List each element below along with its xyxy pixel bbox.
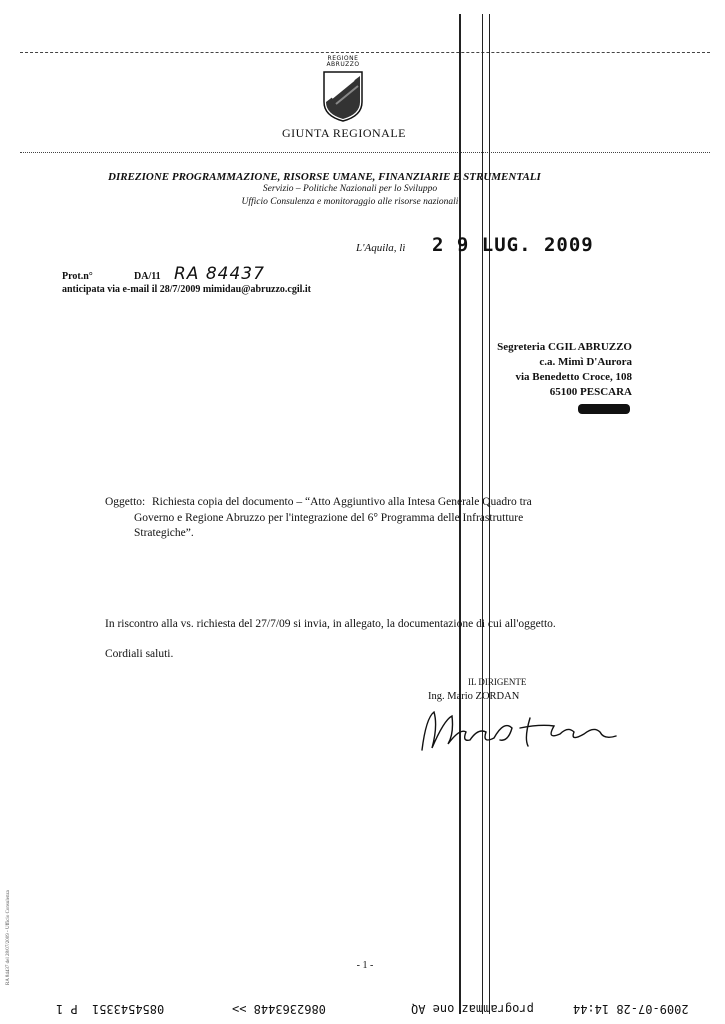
signature-title: IL DIRIGENTE bbox=[468, 677, 527, 687]
closing: Cordiali saluti. bbox=[105, 648, 174, 660]
fax-to-number: 0854543351 bbox=[92, 1002, 165, 1016]
protocol-email-line: anticipata via e-mail il 28/7/2009 mimidau@abruzzo.cgil.it bbox=[62, 284, 312, 295]
scan-dash-line bbox=[20, 52, 710, 53]
subject-line: Strategiche”. bbox=[134, 527, 194, 539]
crest-shield-icon bbox=[318, 68, 368, 122]
date-stamp: 2 9 LUG. 2009 bbox=[432, 234, 594, 256]
subject-line: Richiesta copia del documento – “Atto Aggiuntivo alla Intesa Generale Quadro tra bbox=[152, 496, 532, 508]
side-margin-text: RA 84437 del 28/07/2009 - Ufficio Consulenza bbox=[6, 890, 11, 985]
recipient-line: Segreteria CGIL ABRUZZO bbox=[497, 341, 632, 353]
fax-program: programmaz one AQ bbox=[411, 1002, 534, 1016]
page-number: - 1 - bbox=[356, 960, 374, 971]
protocol-handwritten-number: RA 84437 bbox=[174, 264, 265, 284]
recipient-line: c.a. Mimì D'Aurora bbox=[539, 356, 632, 368]
protocol-label: Prot.n° bbox=[62, 271, 93, 282]
recipient-block bbox=[420, 340, 632, 400]
giunta-regionale: GIUNTA REGIONALE bbox=[281, 126, 407, 140]
region-crest bbox=[318, 56, 368, 122]
subject-line: Governo e Regione Abruzzo per l'integrazione del 6° Programma delle Infrastrutture bbox=[134, 512, 524, 524]
crest-label: REGIONE ABRUZZO bbox=[326, 55, 360, 68]
fax-page: P 1 bbox=[56, 1002, 78, 1016]
handwritten-signature bbox=[404, 698, 624, 758]
redaction-mark bbox=[578, 404, 630, 414]
ufficio-title: Ufficio Consulenza e monitoraggio alle risorse nazionali bbox=[241, 197, 459, 207]
direzione-title: DIREZIONE PROGRAMMAZIONE, RISORSE UMANE, FINANZIARIE E STRUMENTALI bbox=[108, 171, 541, 183]
body-paragraph: In riscontro alla vs. richiesta del 27/7/09 si invia, in allegato, la documentazione di cui all'oggetto. bbox=[105, 618, 556, 630]
recipient-line: via Benedetto Croce, 108 bbox=[515, 371, 632, 383]
servizio-title: Servizio – Politiche Nazionali per lo Sviluppo bbox=[262, 184, 438, 194]
protocol-code: DA/11 bbox=[134, 271, 161, 282]
scan-dash-line bbox=[20, 152, 710, 153]
recipient-line: 65100 PESCARA bbox=[549, 386, 632, 398]
subject-label: Oggetto: bbox=[105, 496, 146, 508]
fax-from-number: 0862363448 >> bbox=[232, 1002, 326, 1016]
date-place: L'Aquila, lì bbox=[356, 242, 406, 254]
signature-name: Ing. Mario ZORDAN bbox=[428, 691, 520, 702]
fax-datetime: 2009-07-28 14:44 bbox=[573, 1002, 689, 1016]
